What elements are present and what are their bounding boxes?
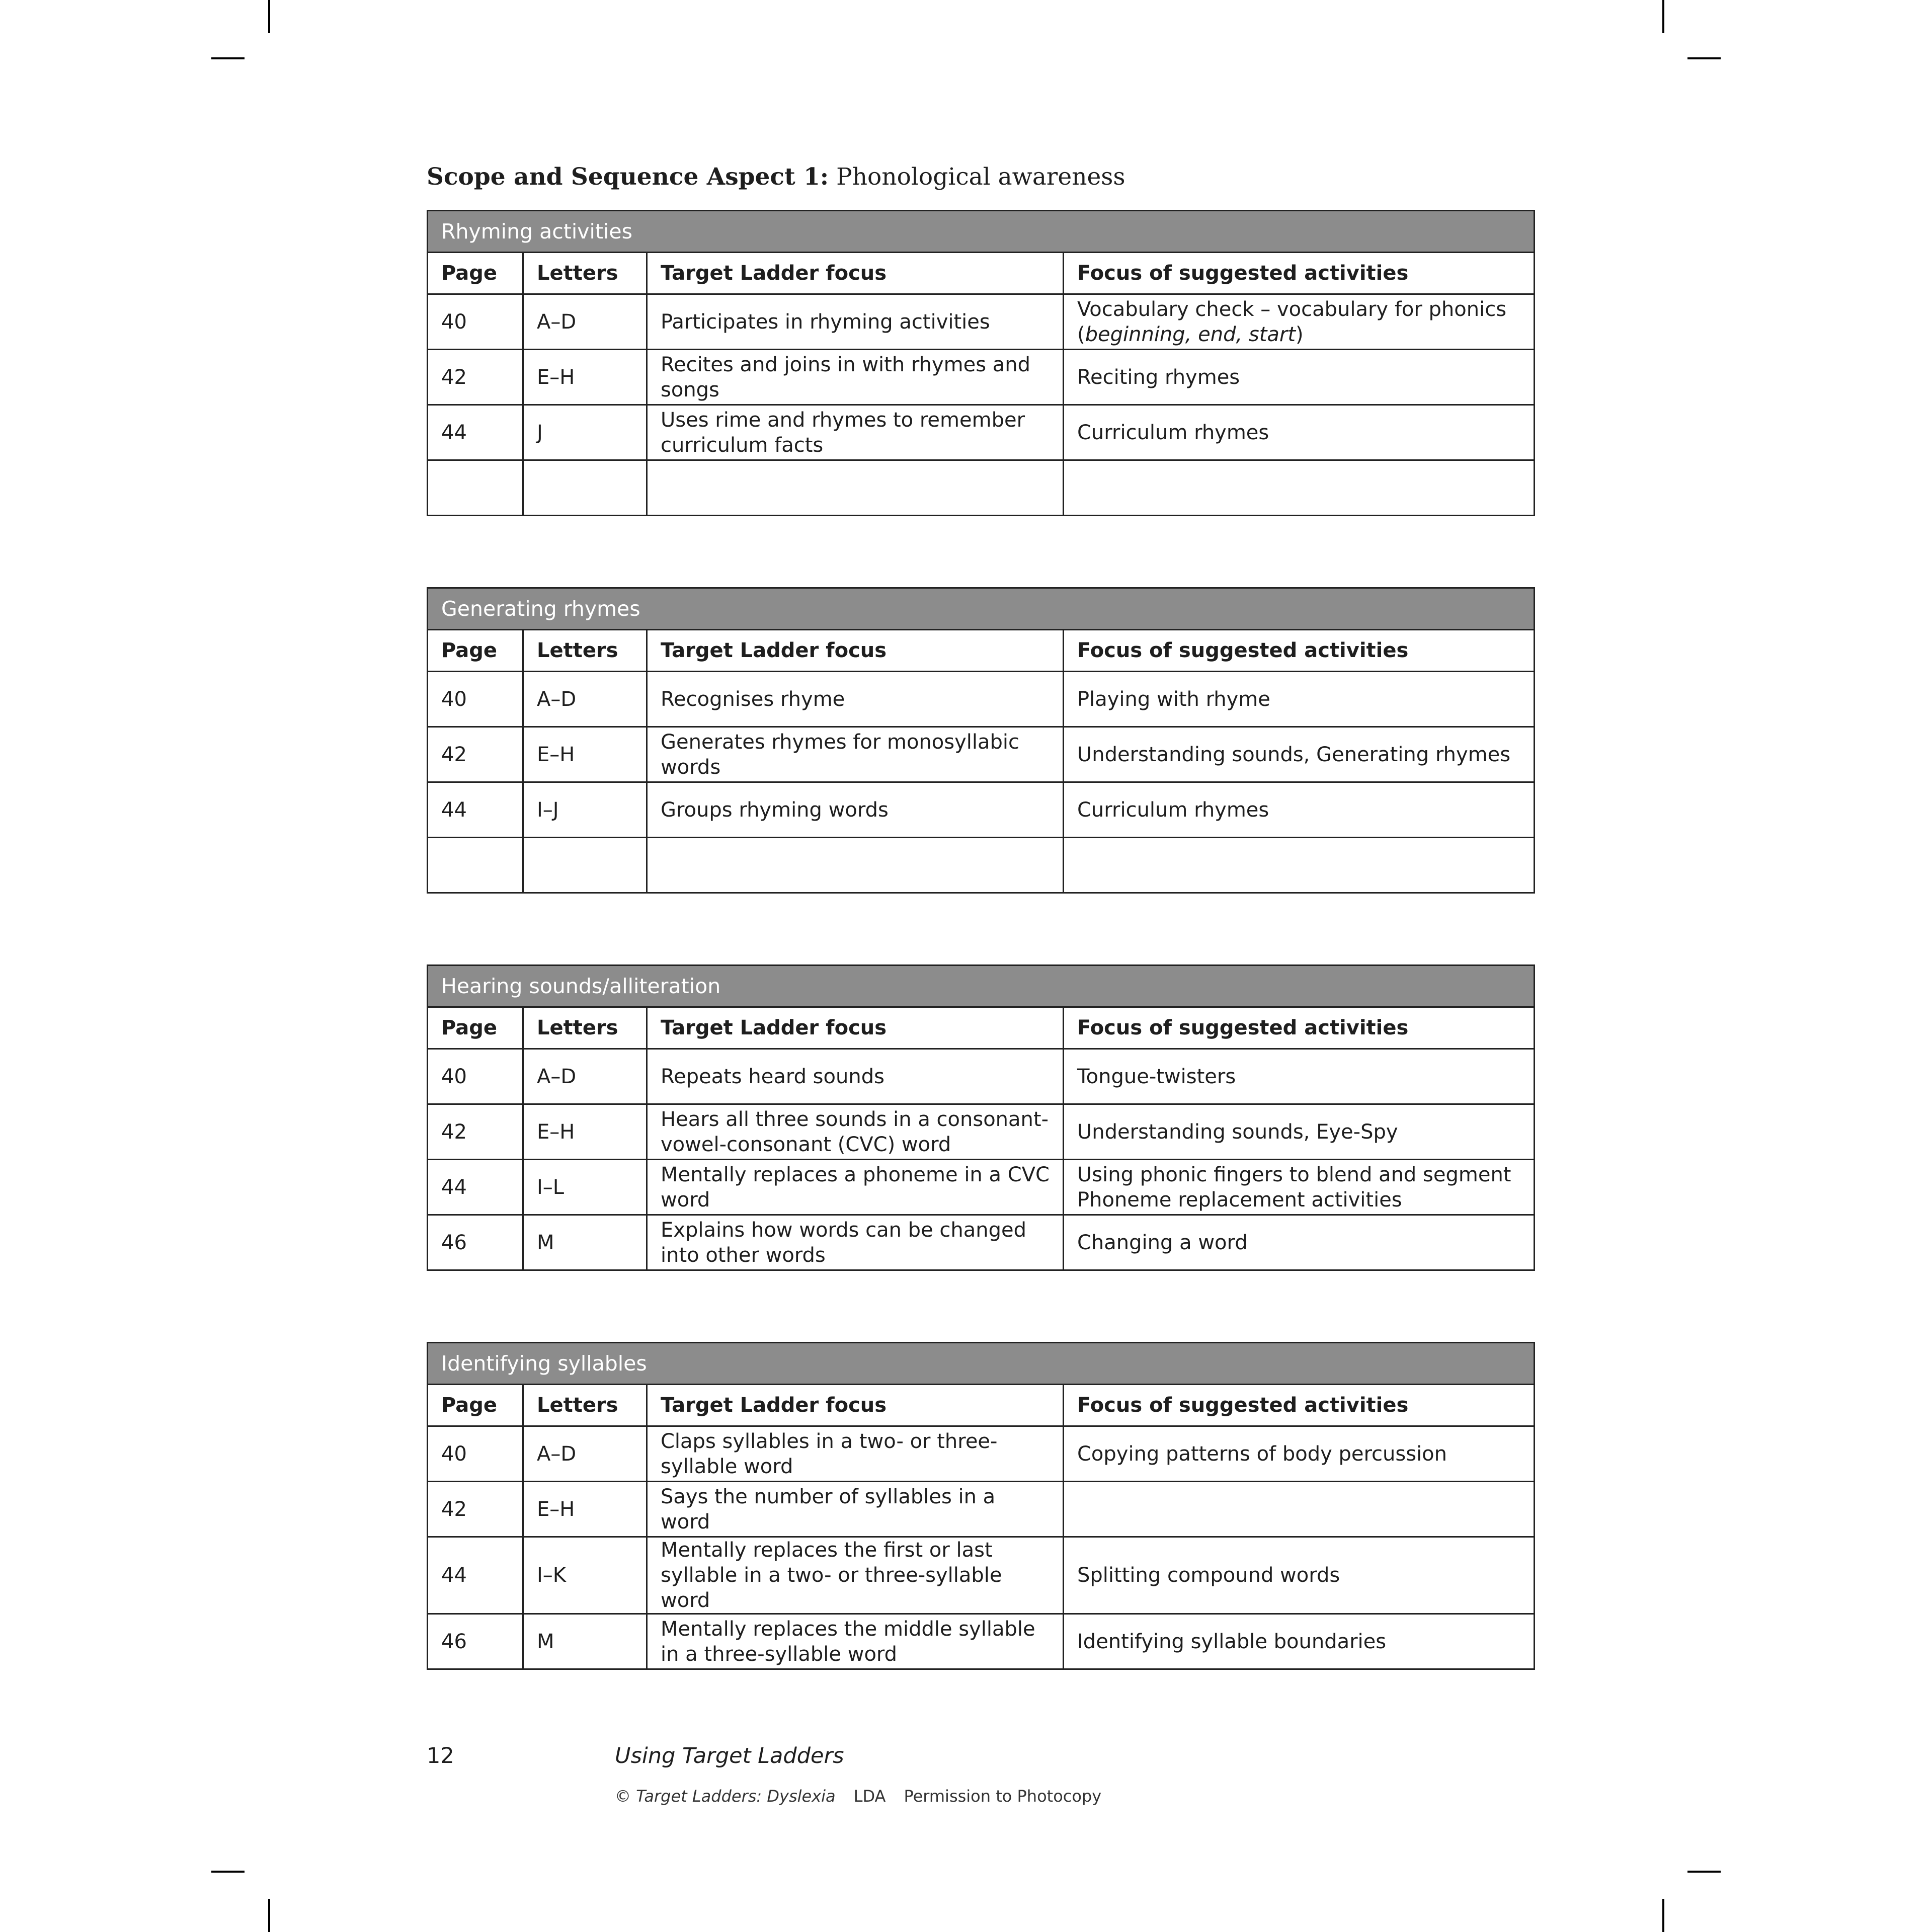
cell-letters: E–H: [523, 1482, 647, 1537]
cell-target-focus: [647, 838, 1064, 893]
cell-target-focus: Mentally replaces a phoneme in a CVC word: [647, 1160, 1064, 1215]
cell-activities: Reciting rhymes: [1064, 350, 1535, 405]
cell-letters: M: [523, 1215, 647, 1270]
cell-activities: Identifying syllable boundaries: [1064, 1614, 1535, 1669]
column-header-target-focus: Target Ladder focus: [647, 1385, 1064, 1426]
cell-target-focus: Recites and joins in with rhymes and songs: [647, 350, 1064, 405]
cell-page: 40: [428, 1049, 523, 1104]
column-header-page: Page: [428, 253, 523, 294]
cell-target-focus: Claps syllables in a two- or three-syllable word: [647, 1426, 1064, 1482]
cell-letters: E–H: [523, 1104, 647, 1160]
cell-letters: A–D: [523, 672, 647, 727]
cell-page: 44: [428, 1537, 523, 1614]
permission-note: Permission to Photocopy: [904, 1787, 1102, 1806]
cell-letters: I–K: [523, 1537, 647, 1614]
cell-target-focus: Groups rhyming words: [647, 782, 1064, 838]
activities-text-line2: Phoneme replacement activities: [1077, 1188, 1402, 1212]
copyright-line: [615, 1785, 1101, 1807]
crop-mark: [1662, 0, 1664, 33]
cell-target-focus: Mentally replaces the middle syllable in a three-syllable word: [647, 1614, 1064, 1669]
cell-letters: I–L: [523, 1160, 647, 1215]
section-heading: Hearing sounds/alliteration: [428, 965, 1535, 1007]
crop-mark: [211, 57, 245, 59]
crop-mark: [1687, 1871, 1721, 1873]
column-header-letters: Letters: [523, 1007, 647, 1049]
cell-page: 40: [428, 1426, 523, 1482]
activities-text: Vocabulary check – vocabulary for phonics: [1077, 297, 1507, 321]
column-header-target-focus: Target Ladder focus: [647, 630, 1064, 672]
cell-activities: Curriculum rhymes: [1064, 405, 1535, 460]
column-header-letters: Letters: [523, 1385, 647, 1426]
cell-letters: A–D: [523, 1049, 647, 1104]
cell-activities: [1064, 1482, 1535, 1537]
cell-target-focus: Uses rime and rhymes to remember curriculum facts: [647, 405, 1064, 460]
cell-letters: M: [523, 1614, 647, 1669]
copyright-symbol: ©: [615, 1787, 631, 1806]
column-header-activities: Focus of suggested activities: [1064, 1385, 1535, 1426]
cell-page: 42: [428, 1482, 523, 1537]
cell-activities: [1064, 1160, 1535, 1215]
table-row: [428, 1482, 1535, 1537]
table-row: [428, 672, 1535, 727]
section-heading: Identifying syllables: [428, 1343, 1535, 1385]
cell-activities: Copying patterns of body percussion: [1064, 1426, 1535, 1482]
title-topic: Phonological awareness: [836, 163, 1125, 191]
publisher: LDA: [853, 1787, 886, 1806]
table-row: [428, 1049, 1535, 1104]
cell-letters: J: [523, 405, 647, 460]
title-lead: Scope and Sequence Aspect 1:: [427, 163, 829, 191]
table-row: [428, 1104, 1535, 1160]
section-table-hearing-sounds: [427, 964, 1535, 1271]
cell-letters: I–J: [523, 782, 647, 838]
cell-target-focus: Recognises rhyme: [647, 672, 1064, 727]
table-row: [428, 405, 1535, 460]
cell-activities: Curriculum rhymes: [1064, 782, 1535, 838]
cell-page: 44: [428, 782, 523, 838]
cell-page: [428, 838, 523, 893]
cell-target-focus: Explains how words can be changed into other words: [647, 1215, 1064, 1270]
column-header-page: Page: [428, 1385, 523, 1426]
cell-target-focus: Mentally replaces the first or last syllable in a two- or three-syllable word: [647, 1537, 1064, 1614]
cell-activities: Playing with rhyme: [1064, 672, 1535, 727]
activities-italic-words: beginning, end, start: [1085, 323, 1296, 346]
cell-page: 46: [428, 1215, 523, 1270]
publication-title: Target Ladders: Dyslexia: [636, 1787, 836, 1806]
table-row: [428, 350, 1535, 405]
activities-text: Using phonic fingers to blend and segment: [1077, 1163, 1511, 1186]
section-table-rhyming-activities: [427, 210, 1535, 516]
column-header-activities: Focus of suggested activities: [1064, 1007, 1535, 1049]
column-header-letters: Letters: [523, 253, 647, 294]
cell-activities: Understanding sounds, Eye-Spy: [1064, 1104, 1535, 1160]
cell-page: 44: [428, 405, 523, 460]
cell-letters: [523, 460, 647, 516]
cell-page: 44: [428, 1160, 523, 1215]
table-row: [428, 1426, 1535, 1482]
section-heading: Rhyming activities: [428, 211, 1535, 253]
page-title: [427, 160, 1125, 194]
cell-page: 42: [428, 1104, 523, 1160]
column-header-page: Page: [428, 1007, 523, 1049]
column-header-target-focus: Target Ladder focus: [647, 1007, 1064, 1049]
cell-target-focus: Participates in rhyming activities: [647, 294, 1064, 350]
cell-page: 46: [428, 1614, 523, 1669]
cell-page: 40: [428, 294, 523, 350]
running-title: Using Target Ladders: [615, 1743, 844, 1768]
cell-activities: Vocabulary check – vocabulary for phonics (beginning, end, start): [1064, 294, 1535, 350]
crop-mark: [1687, 57, 1721, 59]
cell-letters: E–H: [523, 727, 647, 782]
cell-letters: A–D: [523, 1426, 647, 1482]
cell-activities: [1064, 838, 1535, 893]
column-header-activities: Focus of suggested activities: [1064, 630, 1535, 672]
table-row: [428, 1537, 1535, 1614]
table-row-empty: [428, 460, 1535, 516]
crop-mark: [1662, 1899, 1664, 1932]
cell-letters: A–D: [523, 294, 647, 350]
cell-activities: Tongue-twisters: [1064, 1049, 1535, 1104]
column-header-page: Page: [428, 630, 523, 672]
section-table-generating-rhymes: [427, 587, 1535, 894]
section-table-identifying-syllables: [427, 1342, 1535, 1670]
cell-target-focus: Says the number of syllables in a word: [647, 1482, 1064, 1537]
page-number: 12: [427, 1743, 454, 1768]
cell-letters: E–H: [523, 350, 647, 405]
table-row: [428, 294, 1535, 350]
cell-activities: Understanding sounds, Generating rhymes: [1064, 727, 1535, 782]
cell-target-focus: Repeats heard sounds: [647, 1049, 1064, 1104]
column-header-activities: Focus of suggested activities: [1064, 253, 1535, 294]
cell-page: 40: [428, 672, 523, 727]
table-row: [428, 727, 1535, 782]
cell-page: 42: [428, 727, 523, 782]
cell-activities: Changing a word: [1064, 1215, 1535, 1270]
crop-mark: [268, 0, 270, 33]
cell-letters: [523, 838, 647, 893]
table-row: [428, 782, 1535, 838]
cell-page: 42: [428, 350, 523, 405]
cell-page: [428, 460, 523, 516]
column-header-letters: Letters: [523, 630, 647, 672]
cell-activities: Splitting compound words: [1064, 1537, 1535, 1614]
table-row-empty: [428, 838, 1535, 893]
cell-target-focus: Generates rhymes for monosyllabic words: [647, 727, 1064, 782]
column-header-target-focus: Target Ladder focus: [647, 253, 1064, 294]
table-row: [428, 1614, 1535, 1669]
cell-activities: [1064, 460, 1535, 516]
table-row: [428, 1215, 1535, 1270]
cell-target-focus: [647, 460, 1064, 516]
table-row: [428, 1160, 1535, 1215]
section-heading: Generating rhymes: [428, 588, 1535, 630]
crop-mark: [268, 1899, 270, 1932]
cell-target-focus: Hears all three sounds in a consonant-vowel-consonant (CVC) word: [647, 1104, 1064, 1160]
crop-mark: [211, 1871, 245, 1873]
